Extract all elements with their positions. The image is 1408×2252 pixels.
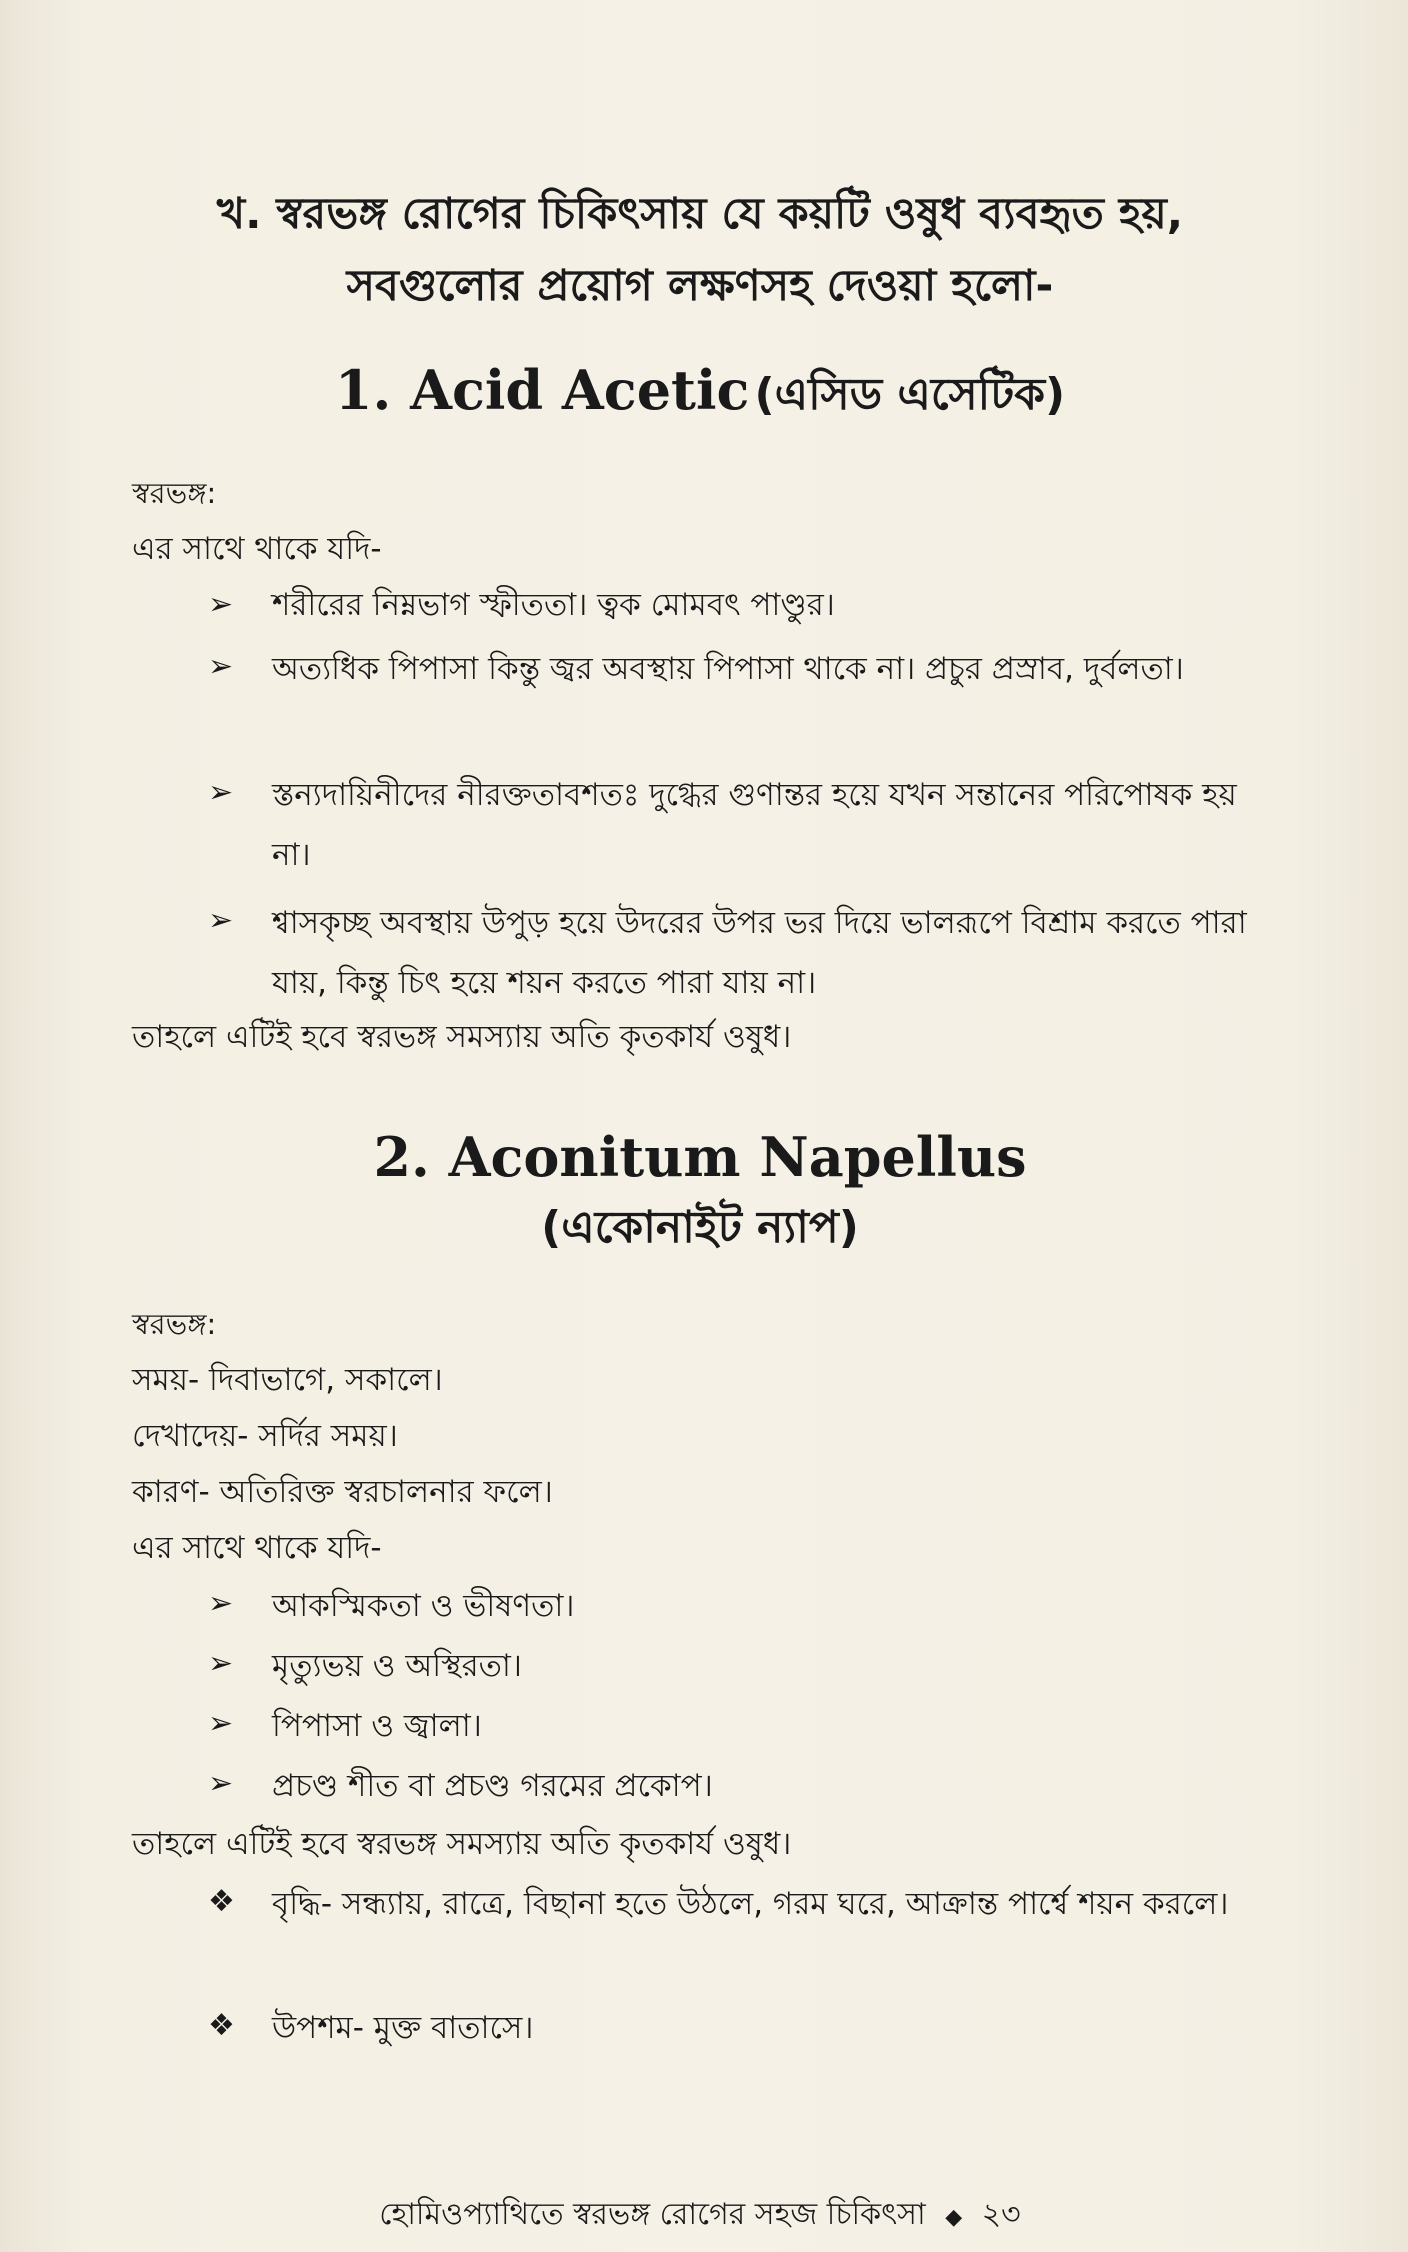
symptom-text: শ্বাসকৃচ্ছ অবস্থায় উপুড় হয়ে উদরের উপর ভর দিয়ে ভালরূপে বিশ্রাম করতে পারা যায়, কিন্তু চিৎ হয়ে শয়ন করতে পারা যায় না। [272,905,1247,1001]
four-diamond-marker-icon: ❖ [208,1884,235,1919]
list-item [132,1998,1252,2058]
arrow-marker-icon: ➢ [208,775,234,810]
list-item [132,1756,1252,1816]
list-item [132,1874,1252,1998]
medicine-2-cause: কারণ- অতিরিক্ত স্বরচালনার ফলে। [132,1474,553,1510]
diamond-bullet-icon: ◆ [945,2205,963,2230]
arrow-marker-icon: ➢ [208,1646,234,1681]
medicine-2-subtitle [120,1196,1280,1269]
medicine-2-symptom-list [132,1576,1292,1816]
medicine-1-label: স্বরভঙ্গ: [132,476,217,510]
medicine-2-title-bengali: (একোনাইট ন্যাপ) [541,1202,859,1253]
heading-line-2: সবগুলোর প্রয়োগ লক্ষণসহ দেওয়া হলো- [346,261,1054,311]
symptom-text: স্তন্যদায়িনীদের নীরক্ততাবশতঃ দুগ্ধের গুণান্তর হয়ে যখন সন্তানের পরিপোষক হয় না। [272,777,1237,873]
arrow-marker-icon: ➢ [208,1766,234,1801]
symptom-text: পিপাসা ও জ্বালা। [272,1708,482,1744]
medicine-1-symptom-list [132,577,1292,1013]
symptom-text: শরীরের নিম্নভাগ স্ফীততা। ত্বক মোমবৎ পাণ্ডুর। [272,587,835,623]
medicine-2-appears: দেখাদেয়- সর্দির সময়। [132,1418,398,1454]
medicine-2-conclusion: তাহলে এটিই হবে স্বরভঙ্গ সমস্যায় অতি কৃতকার্য ওষুধ। [132,1826,792,1862]
medicine-2-section [132,1296,1292,2058]
arrow-marker-icon: ➢ [208,587,234,622]
medicine-1-conclusion: তাহলে এটিই হবে স্বরভঙ্গ সমস্যায় অতি কৃতকার্য ওষুধ। [132,1019,792,1055]
medicine-2-label: স্বরভঙ্গ: [132,1307,217,1341]
page-number: ২৩ [981,2197,1021,2232]
medicine-2-intro: এর সাথে থাকে যদি- [132,1530,382,1566]
arrow-marker-icon: ➢ [208,903,234,938]
arrow-marker-icon: ➢ [208,649,234,684]
arrow-marker-icon: ➢ [208,1586,234,1621]
symptom-text: মৃত্যুভয় ও অস্থিরতা। [272,1648,522,1684]
list-item [132,893,1252,1013]
medicine-1-section [132,465,1292,1065]
symptom-text: প্রচণ্ড শীত বা প্রচণ্ড গরমের প্রকোপ। [272,1768,713,1804]
four-diamond-marker-icon: ❖ [208,2008,235,2043]
list-item [132,1636,1252,1696]
heading-line-1: খ. স্বরভঙ্গ রোগের চিকিৎসায় যে কয়টি ওষুধ ব্যবহৃত হয়, [216,189,1184,239]
footer-book-title: হোমিওপ্যাথিতে স্বরভঙ্গ রোগের সহজ চিকিৎসা [379,2197,926,2232]
modality-text: বৃদ্ধি- সন্ধ্যায়, রাত্রে, বিছানা হতে উঠলে, গরম ঘরে, আক্রান্ত পার্শ্বে শয়ন করলে। [272,1886,1229,1922]
medicine-1-title [120,350,1280,444]
medicine-2-time: সময়- দিবাভাগে, সকালে। [132,1362,443,1398]
list-item [132,577,1252,633]
medicine-2-title-english: 2. Aconitum Napellus [373,1125,1027,1189]
list-item [132,639,1252,759]
list-item [132,1696,1252,1756]
symptom-text: আকস্মিকতা ও ভীষণতা। [272,1588,575,1624]
symptom-text: অত্যধিক পিপাসা কিন্তু জ্বর অবস্থায় পিপাসা থাকে না। প্রচুর প্রস্রাব, দুর্বলতা। [272,651,1184,687]
medicine-1-title-bengali: (এসিড এসেটিক) [754,369,1066,420]
section-heading [120,178,1280,322]
modality-text: উপশম- মুক্ত বাতাসে। [272,2010,534,2046]
list-item [132,765,1252,885]
medicine-2-modality-list [132,1874,1292,2058]
arrow-marker-icon: ➢ [208,1706,234,1741]
page-footer [300,2195,1100,2238]
medicine-1-intro: এর সাথে থাকে যদি- [132,531,382,567]
list-item [132,1576,1252,1636]
medicine-1-title-english: 1. Acid Acetic [334,358,750,422]
